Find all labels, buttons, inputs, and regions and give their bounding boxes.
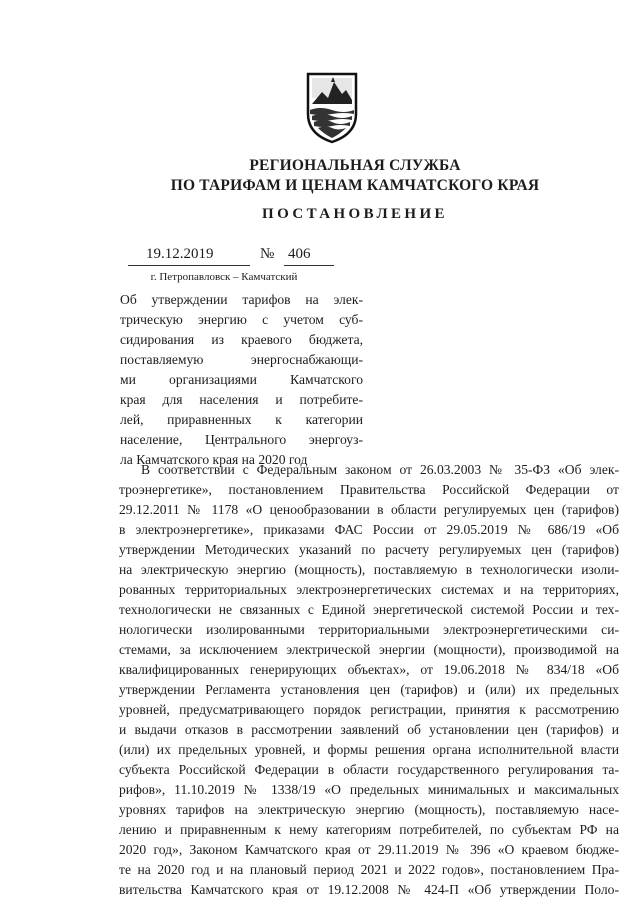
body-line: лению и приравненным к нему категориям потребителей, по субъектам РФ на <box>119 822 619 837</box>
organization-name-line-2: ПО ТАРИФАМ И ЦЕНАМ КАМЧАТСКОГО КРАЯ <box>170 177 540 194</box>
body-line: В соответствии с Федеральным законом от 26.03.2003 № 35-ФЗ «Об элек- <box>141 462 619 477</box>
issuing-city: г. Петропавловск – Камчатский <box>150 271 298 283</box>
subject-line: население, Центрального энергоуз- <box>120 432 363 447</box>
date-number-row <box>124 246 336 268</box>
body-line: утверждении Регламента установления цен (тарифов) и (или) их предельных <box>119 682 619 697</box>
body-line: и выдачи отказов в рассмотрении заявлений об установлении цен (тарифов) и <box>119 722 619 737</box>
date-underline <box>128 265 250 266</box>
body-line: субъекта Российской Федерации в области государственного регулирования та- <box>119 762 619 777</box>
body-line: технологически не связанных с Единой энергетической системой России и тех- <box>119 602 619 617</box>
body-line: вительства Камчатского края от 19.12.2008 № 424-П «Об утверждении Поло- <box>119 882 619 897</box>
body-line: на электрическую энергию (мощность), поставляемую в технологически изоли- <box>119 562 619 577</box>
body-line: (или) их предельных уровней, и формы решения органа исполнительной власти <box>119 742 619 757</box>
subject-line: трическую энергию с учетом суб- <box>120 312 363 327</box>
subject-line: лей, приравненных к категории <box>120 412 363 427</box>
subject-line: ми организациями Камчатского <box>120 372 363 387</box>
body-line: утверждении Методических указаний по расчету регулируемых цен (тарифов) <box>119 542 619 557</box>
body-line: стемами, за исключением электрической энергии (мощности), производимой на <box>119 642 619 657</box>
body-line: уровнях тарифов на электрическую энергию (мощность), поставляемую насе- <box>119 802 619 817</box>
body-line: уровней, предусматривающего порядок регистрации, принятия к рассмотрению <box>119 702 619 717</box>
organization-name-line-1: РЕГИОНАЛЬНАЯ СЛУЖБА <box>249 157 461 174</box>
body-line: те на 2020 год и на плановый период 2021 и 2022 годов», постановлением Пра- <box>119 862 619 877</box>
subject-line: ла Камчатского края на 2020 год <box>120 452 308 467</box>
document-number: 406 <box>288 246 311 262</box>
body-line: 2020 год», Законом Камчатского края от 29.11.2019 № 396 «О краевом бюдже- <box>119 842 619 857</box>
kamchatka-coat-of-arms-icon <box>300 68 364 144</box>
number-underline <box>284 265 334 266</box>
organization-name <box>160 156 550 196</box>
body-line: нологически изолированными территориальными электроэнергетическими си- <box>119 622 619 637</box>
body-line: 29.12.2011 № 1178 «О ценообразовании в области регулируемых цен (тарифов) <box>119 502 619 517</box>
body-line: троэнергетике», постановлением Правительства Российской Федерации от <box>119 482 619 497</box>
body-line: рованных территориальных электроэнергетических системах и на территориях, <box>119 582 619 597</box>
subject-line: края для населения и потребите- <box>120 392 363 407</box>
body-line: рифов», 11.10.2019 № 1338/19 «О предельных минимальных и максимальных <box>119 782 619 797</box>
document-body <box>119 460 619 900</box>
document-subject <box>120 290 363 470</box>
document-type-title: ПОСТАНОВЛЕНИЕ <box>262 206 448 222</box>
document-date: 19.12.2019 <box>146 246 214 262</box>
number-sign: № <box>260 246 275 262</box>
body-line: в электроэнергетике», приказами ФАС России от 29.05.2019 № 686/19 «Об <box>119 522 619 537</box>
subject-line: сидирования из краевого бюджета, <box>120 332 363 347</box>
subject-line: Об утверждении тарифов на элек- <box>120 292 363 307</box>
body-line: квалифицированных генерирующих объектах», от 19.06.2018 № 834/18 «Об <box>119 662 619 677</box>
subject-line: поставляемую энергоснабжающи- <box>120 352 363 367</box>
